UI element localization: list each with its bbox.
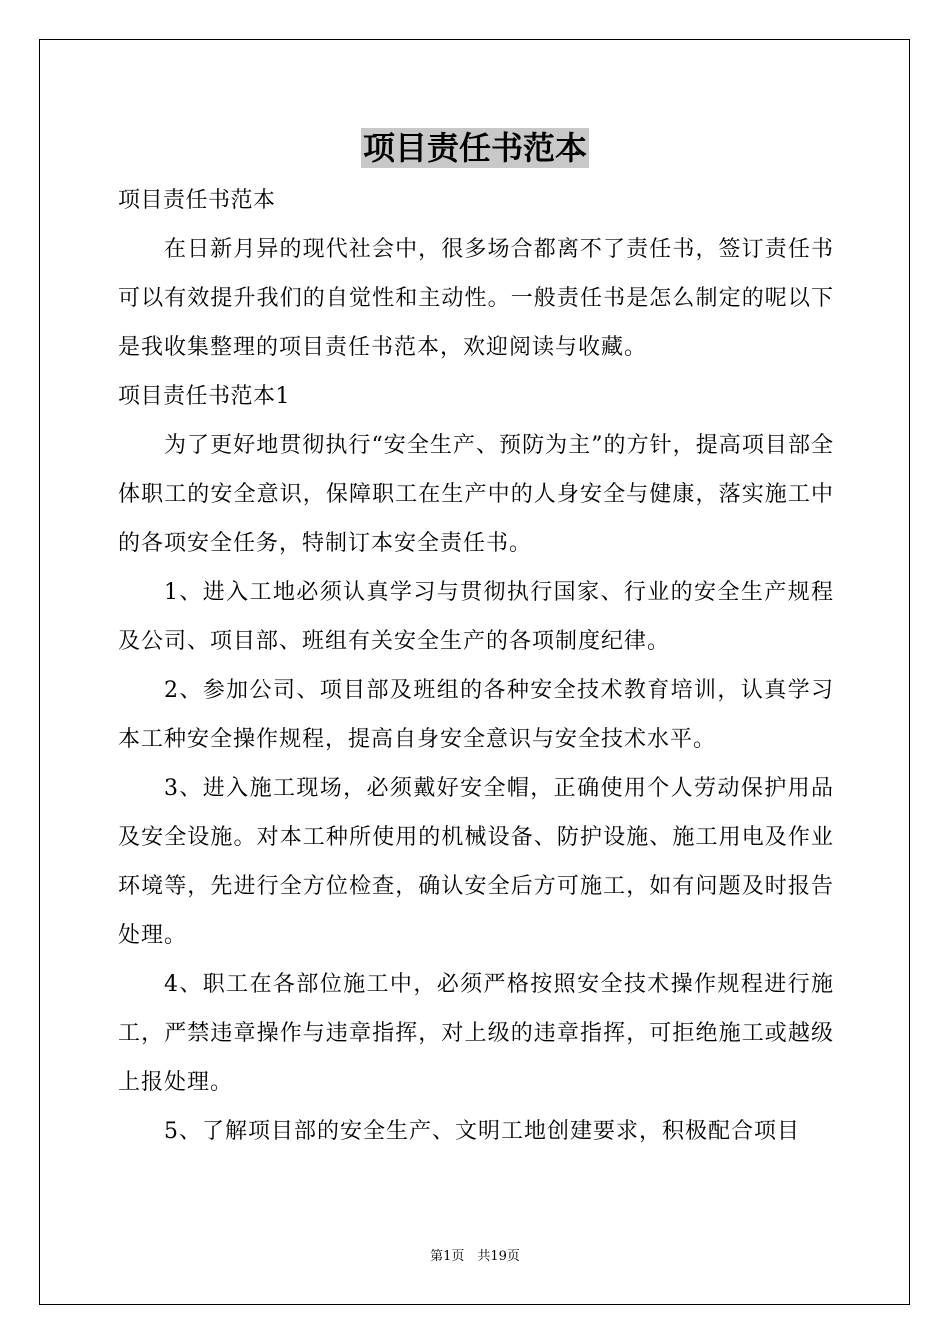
- paragraph-item-5: 5、了解项目部的安全生产、文明工地创建要求，积极配合项目: [164, 1119, 800, 1144]
- paragraph-item-2: 2、参加公司、项目部及班组的各种安全技术教育培训，认真学习本工种安全操作规程，提高自身安全意识与安全技术水平。: [118, 678, 834, 752]
- paragraph-item-3: 3、进入施工现场，必须戴好安全帽，正确使用个人劳动保护用品及安全设施。对本工种所使用的机械设备、防护设施、施工用电及作业环境等，先进行全方位检查，确认安全后方可施工，如有问题及时报告处理。: [118, 776, 834, 948]
- paragraph-section-heading: 项目责任书范本1: [118, 384, 290, 409]
- title-container: [0, 128, 950, 168]
- page-footer: [0, 1248, 950, 1266]
- document-body: [118, 176, 834, 1156]
- page-number-label: 第1页 共19页: [430, 1249, 520, 1264]
- paragraph-item-4: 4、职工在各部位施工中，必须严格按照安全技术操作规程进行施工，严禁违章操作与违章指挥，对上级的违章指挥，可拒绝施工或越级上报处理。: [118, 972, 834, 1095]
- paragraph-purpose: 为了更好地贯彻执行“安全生产、预防为主”的方针，提高项目部全体职工的安全意识，保障职工在生产中的人身安全与健康，落实施工中的各项安全任务，特制订本安全责任书。: [118, 433, 834, 556]
- paragraph-item-1: 1、进入工地必须认真学习与贯彻执行国家、行业的安全生产规程及公司、项目部、班组有关安全生产的各项制度纪律。: [118, 580, 834, 654]
- paragraph-subtitle: 项目责任书范本: [118, 188, 276, 213]
- paragraph-intro: 在日新月异的现代社会中，很多场合都离不了责任书，签订责任书可以有效提升我们的自觉性和主动性。一般责任书是怎么制定的呢以下是我收集整理的项目责任书范本，欢迎阅读与收藏。: [118, 237, 834, 360]
- document-title: 项目责任书范本: [362, 129, 587, 167]
